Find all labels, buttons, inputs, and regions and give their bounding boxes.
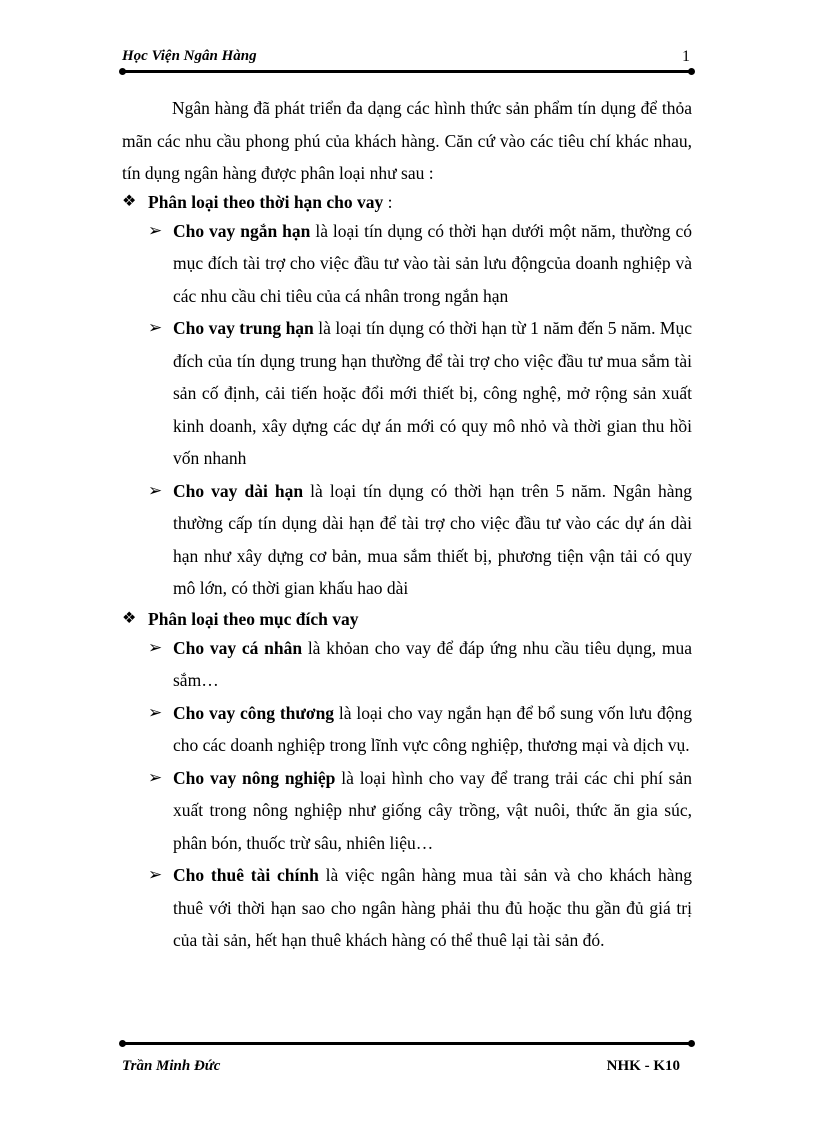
item-text: là việc ngân hàng mua tài sản và cho khách hàng thuê với thời hạn sao cho ngân hàng phải thu đủ hoặc thu gần đủ giá trị của tài sản, hết hạn thuê khách hàng có thể thuê lại tài sản đó. bbox=[173, 865, 692, 950]
item-lead: Cho vay ngắn hạn bbox=[173, 220, 311, 241]
item-lead: Cho vay cá nhân bbox=[173, 637, 303, 658]
arrow-bullet-icon: ➢ bbox=[148, 865, 163, 884]
arrow-bullet-icon: ➢ bbox=[148, 637, 163, 657]
list-item bbox=[122, 475, 692, 605]
list-item bbox=[122, 859, 692, 957]
page-header bbox=[122, 48, 694, 68]
item-lead: Cho vay trung hạn bbox=[173, 318, 314, 338]
item-text: là loại tín dụng có thời hạn trên 5 năm. Ngân hàng thường cấp tín dụng dài hạn để tài trợ cho việc đầu tư vào các dự án dài hạn như xây dựng cơ bản, mua sắm thiết bị, phương tiện vận tải có quy mô lớn, có thời gian khấu hao dài bbox=[173, 480, 692, 598]
footer-author: Trần Minh Đức bbox=[122, 1058, 221, 1074]
item-text: là loại hình cho vay để trang trải các chi phí sản xuất trong nông nghiệp như giống cây trồng, vật nuôi, thức ăn gia súc, phân bón, thuốc trừ sâu, nhiên liệu… bbox=[173, 767, 693, 853]
list-item bbox=[122, 697, 692, 762]
item-text: là loại cho vay ngắn hạn để bổ sung vốn lưu động cho các doanh nghiệp trong lĩnh vực công nghiệp, thương mại và dịch vụ. bbox=[173, 702, 692, 755]
header-title: Học Viện Ngân Hàng bbox=[122, 48, 257, 64]
arrow-bullet-icon: ➢ bbox=[148, 480, 163, 500]
arrow-bullet-icon: ➢ bbox=[148, 318, 163, 337]
document-body bbox=[122, 92, 692, 957]
footer-rule bbox=[122, 1042, 692, 1045]
item-lead: Cho thuê tài chính bbox=[173, 865, 319, 885]
header-rule bbox=[122, 70, 692, 73]
list-item bbox=[122, 632, 692, 697]
section-heading-purpose bbox=[122, 606, 692, 632]
item-lead: Cho vay công thương bbox=[173, 702, 335, 723]
item-lead: Cho vay dài hạn bbox=[173, 480, 304, 501]
arrow-bullet-icon: ➢ bbox=[148, 702, 163, 722]
item-text: là loại tín dụng có thời hạn dưới một năm, thường có mục đích tài trợ cho việc đầu tư vào tài sản lưu độngcủa doanh nghiệp và các nhu cầu chi tiêu của cá nhân trong ngắn hạn bbox=[173, 220, 692, 306]
item-text: là loại tín dụng có thời hạn từ 1 năm đến 5 năm. Mục đích của tín dụng trung hạn thường để tài trợ cho việc đầu tư mua sắm tài sản cố định, cải tiến hoặc đổi mới thiết bị, công nghệ, mở rộng sản xuất kinh doanh, xây dựng các dự án mới có quy mô nhỏ và thời gian thu hồi vốn nhanh bbox=[173, 318, 692, 468]
page-number: 1 bbox=[682, 48, 690, 65]
page-footer bbox=[122, 1058, 694, 1078]
section-title: Phân loại theo thời hạn cho vay bbox=[148, 191, 384, 212]
diamond-bullet-icon: ❖ bbox=[122, 192, 137, 210]
list-item bbox=[122, 215, 692, 313]
intro-paragraph: Ngân hàng đã phát triển đa dạng các hình thức sản phẩm tín dụng để thỏa mãn các nhu cầu phong phú của khách hàng. Căn cứ vào các tiêu chí khác nhau, tín dụng ngân hàng được phân loại như sau : bbox=[122, 98, 692, 183]
arrow-bullet-icon: ➢ bbox=[148, 767, 163, 787]
section-title-suffix: : bbox=[383, 191, 393, 212]
item-text: là khỏan cho vay để đáp ứng nhu cầu tiêu dụng, mua sắm… bbox=[173, 637, 692, 690]
section-heading-term bbox=[122, 189, 692, 215]
diamond-bullet-icon: ❖ bbox=[122, 609, 137, 627]
section-title: Phân loại theo mục đích vay bbox=[148, 608, 359, 629]
item-lead: Cho vay nông nghiệp bbox=[173, 767, 336, 788]
arrow-bullet-icon: ➢ bbox=[148, 220, 163, 240]
footer-code: NHK - K10 bbox=[606, 1058, 680, 1074]
list-item bbox=[122, 762, 692, 860]
list-item bbox=[122, 312, 692, 475]
